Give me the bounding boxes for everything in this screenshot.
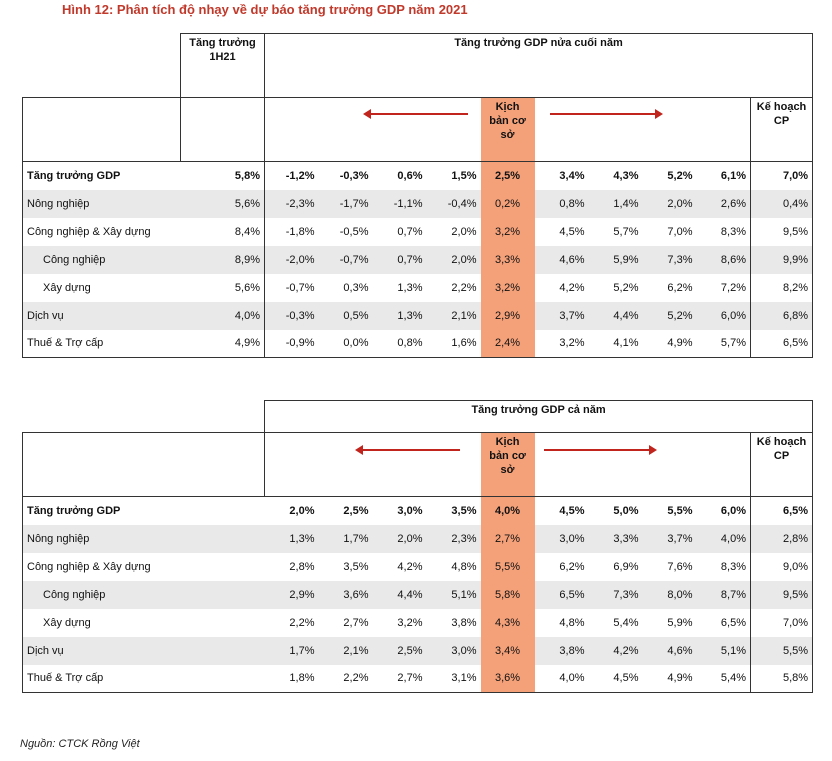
table-cell: 4,5% [535, 497, 589, 525]
arrow-right-icon-2 [544, 449, 650, 451]
table-cell: 8,9% [181, 246, 265, 274]
table-row [23, 246, 813, 274]
table-cell: 0,3% [343, 281, 369, 294]
table-cell: -0,3% [265, 302, 319, 330]
row-label: Nông nghiệp [23, 525, 265, 553]
table-cell: 5,7% [697, 330, 751, 358]
table-row [23, 330, 813, 358]
table-cell: 5,1% [427, 581, 481, 609]
table-cell: 1,6% [427, 330, 481, 358]
row-label: Xây dựng [23, 609, 265, 637]
table-row [23, 274, 813, 302]
table-cell: 5,6% [181, 274, 265, 302]
header-base-scenario: Kịch bản cơ sở [481, 98, 535, 162]
table-cell: 9,9% [751, 246, 813, 274]
table-cell: 6,9% [613, 560, 639, 573]
table-cell: 0,8% [373, 330, 427, 358]
table-cell: 4,3% [481, 609, 535, 637]
table-cell: 8,7% [697, 581, 751, 609]
table-cell: 2,8% [751, 525, 813, 553]
table-cell: 3,7% [535, 302, 589, 330]
table-cell: 3,4% [535, 162, 589, 190]
table-row [23, 525, 813, 553]
arrow-left-icon-2 [362, 449, 460, 451]
table-cell: 4,4% [373, 581, 427, 609]
header-1h21: Tăng trưởng 1H21 [181, 34, 265, 98]
table-cell: 5,2% [643, 162, 697, 190]
table-cell: 1,3% [265, 525, 319, 553]
row-label: Dịch vụ [23, 637, 265, 665]
table-cell: 2,2% [451, 281, 477, 294]
table-cell: 8,2% [751, 274, 813, 302]
table-half-year-sensitivity [22, 33, 813, 358]
row-label: Xây dựng [23, 274, 181, 302]
row-label: Tăng trưởng GDP [23, 497, 265, 525]
table-cell: 3,4% [481, 637, 535, 665]
table-cell: 6,2% [559, 560, 585, 573]
arrow-right-icon [550, 113, 656, 115]
table-cell: -1,2% [265, 162, 319, 190]
table-cell: 3,8% [535, 637, 589, 665]
table-cell: 5,7% [613, 225, 639, 238]
table-cell: 3,2% [397, 616, 423, 629]
header-base-scenario-2: Kịch bản cơ sở [481, 433, 535, 497]
table-cell: 4,6% [643, 637, 697, 665]
table-cell: 0,4% [751, 190, 813, 218]
table-cell: 7,6% [667, 560, 693, 573]
table-cell: 2,0% [427, 246, 481, 274]
row-label: Nông nghiệp [23, 190, 181, 218]
table-cell: 7,2% [697, 274, 751, 302]
table-cell: -0,9% [265, 330, 319, 358]
table-cell: 2,0% [643, 190, 697, 218]
table-cell: 5,9% [667, 616, 693, 629]
table-cell: 4,0% [697, 525, 751, 553]
row-label: Công nghiệp [23, 246, 181, 274]
table-cell: 9,0% [751, 553, 813, 581]
table-cell: 2,7% [373, 665, 427, 693]
table-cell: 5,2% [643, 302, 697, 330]
table-cell: 5,0% [589, 497, 643, 525]
table-cell: 4,0% [535, 665, 589, 693]
table-cell: 2,4% [481, 330, 535, 358]
table-cell: 1,3% [397, 281, 423, 294]
table-cell: 5,5% [481, 553, 535, 581]
table-cell: -1,1% [373, 190, 427, 218]
source-note: Nguồn: CTCK Rồng Việt [20, 738, 140, 750]
table-cell: -2,0% [265, 246, 319, 274]
table-cell: 5,5% [751, 637, 813, 665]
table-cell: 4,8% [451, 560, 477, 573]
table-cell: 3,3% [481, 246, 535, 274]
table-row [23, 302, 813, 330]
table-cell: 4,0% [181, 302, 265, 330]
table-cell: 3,0% [535, 525, 589, 553]
table-cell: 0,5% [319, 302, 373, 330]
table-cell: -0,3% [319, 162, 373, 190]
table-cell: 6,1% [697, 162, 751, 190]
table-cell: -0,4% [427, 190, 481, 218]
header-full-year-growth: Tăng trưởng GDP cả năm [265, 401, 813, 433]
table-cell: 5,5% [643, 497, 697, 525]
header-government-plan: Kế hoạch CP [751, 98, 813, 162]
table-full-year-sensitivity [22, 400, 813, 693]
table-cell: 4,0% [481, 497, 535, 525]
table-cell: 5,2% [613, 281, 639, 294]
table-cell: 5,9% [589, 246, 643, 274]
table-cell: 6,5% [697, 609, 751, 637]
table-cell: 2,5% [481, 162, 535, 190]
table-cell: 4,1% [589, 330, 643, 358]
arrow-left-icon [370, 113, 468, 115]
table-cell: 9,5% [751, 218, 813, 246]
table-row [23, 665, 813, 693]
table-cell: 3,2% [481, 274, 535, 302]
table-cell: 4,2% [397, 560, 423, 573]
table-cell: -0,7% [319, 246, 373, 274]
table-cell: 5,6% [181, 190, 265, 218]
table-cell: 1,5% [427, 162, 481, 190]
row-label: Thuế & Trợ cấp [23, 665, 265, 693]
table-cell: 6,0% [697, 497, 751, 525]
table-cell: 4,3% [589, 162, 643, 190]
table-cell: 2,9% [481, 302, 535, 330]
table-cell: 2,8% [289, 560, 315, 573]
table-cell: 8,3% [697, 218, 751, 246]
table-cell: 1,7% [265, 637, 319, 665]
table-cell: 3,2% [481, 218, 535, 246]
table-cell: -0,5% [339, 225, 369, 238]
table-cell: 6,8% [751, 302, 813, 330]
table-cell: 4,5% [559, 225, 585, 238]
table-cell: 3,0% [427, 637, 481, 665]
table-cell: 3,6% [319, 581, 373, 609]
table-cell: 0,7% [397, 225, 423, 238]
table-cell: 6,2% [667, 281, 693, 294]
table-cell: -1,8% [285, 225, 315, 238]
table-cell: 1,3% [373, 302, 427, 330]
table-cell: 2,0% [265, 497, 319, 525]
table-cell: 7,0% [751, 162, 813, 190]
table-cell: 2,6% [697, 190, 751, 218]
table-cell: 3,1% [427, 665, 481, 693]
table-cell: 2,7% [481, 525, 535, 553]
row-label: Công nghiệp & Xây dựng [23, 218, 181, 246]
figure-title: Hình 12: Phân tích độ nhạy về dự báo tăng trưởng GDP năm 2021 [62, 2, 468, 17]
table-row [23, 609, 813, 637]
table-cell: 4,6% [535, 246, 589, 274]
table-cell: 5,8% [751, 665, 813, 693]
table-cell: 0,6% [373, 162, 427, 190]
table-row [23, 553, 813, 581]
row-label: Tăng trưởng GDP [23, 162, 181, 190]
table-cell: 4,2% [589, 637, 643, 665]
table-cell: 0,2% [481, 190, 535, 218]
table-cell: 3,0% [373, 497, 427, 525]
table-cell: 7,0% [751, 609, 813, 637]
table-cell: 4,9% [643, 330, 697, 358]
table-cell: 8,0% [643, 581, 697, 609]
table-cell: 3,3% [589, 525, 643, 553]
table-cell: -2,3% [265, 190, 319, 218]
table-row [23, 218, 813, 246]
table-cell: 2,2% [289, 616, 315, 629]
table-cell: 2,7% [343, 616, 369, 629]
table-cell: 8,4% [181, 218, 265, 246]
table-row [23, 190, 813, 218]
table-cell: 3,5% [343, 560, 369, 573]
table-row [23, 637, 813, 665]
table-cell: 7,3% [643, 246, 697, 274]
table-cell: -0,7% [285, 281, 315, 294]
table-cell: 2,1% [427, 302, 481, 330]
table-cell: 5,4% [697, 665, 751, 693]
table-cell: 6,5% [751, 497, 813, 525]
table-cell: 7,0% [667, 225, 693, 238]
table-cell: 8,6% [697, 246, 751, 274]
table-cell: 2,5% [373, 637, 427, 665]
table-cell: 5,4% [613, 616, 639, 629]
table-row [23, 162, 813, 190]
row-label: Công nghiệp [23, 581, 265, 609]
table-cell: 4,5% [589, 665, 643, 693]
row-label: Thuế & Trợ cấp [23, 330, 181, 358]
table-cell: 5,8% [481, 581, 535, 609]
table-cell: 1,7% [319, 525, 373, 553]
table-row [23, 497, 813, 525]
table-cell: 2,0% [451, 225, 477, 238]
table-cell: 4,4% [589, 302, 643, 330]
table-cell: 4,9% [181, 330, 265, 358]
table-cell: 0,0% [319, 330, 373, 358]
table-cell: 4,2% [559, 281, 585, 294]
table-cell: 3,8% [451, 616, 477, 629]
table-cell: -1,7% [319, 190, 373, 218]
table-cell: 6,5% [535, 581, 589, 609]
table-cell: 8,3% [697, 553, 751, 581]
table-cell: 2,0% [373, 525, 427, 553]
table-cell: 6,0% [697, 302, 751, 330]
table-cell: 6,5% [751, 330, 813, 358]
table-cell: 3,6% [481, 665, 535, 693]
row-label: Công nghiệp & Xây dựng [23, 553, 265, 581]
table-cell: 9,5% [751, 581, 813, 609]
table-cell: 7,3% [589, 581, 643, 609]
table-cell: 2,5% [319, 497, 373, 525]
row-label: Dịch vụ [23, 302, 181, 330]
table-cell: 2,3% [427, 525, 481, 553]
table-cell: 3,7% [643, 525, 697, 553]
table-cell: 3,5% [427, 497, 481, 525]
table-cell: 2,1% [319, 637, 373, 665]
table-cell: 0,7% [373, 246, 427, 274]
table-cell: 0,8% [535, 190, 589, 218]
table-cell: 4,8% [559, 616, 585, 629]
table-cell: 2,9% [265, 581, 319, 609]
table-cell: 4,9% [643, 665, 697, 693]
table-cell: 2,2% [319, 665, 373, 693]
header-government-plan-2: Kế hoạch CP [751, 433, 813, 497]
table-cell: 1,4% [589, 190, 643, 218]
table-cell: 1,8% [265, 665, 319, 693]
table-cell: 5,1% [697, 637, 751, 665]
table-row [23, 581, 813, 609]
header-half-year-growth: Tăng trưởng GDP nửa cuối năm [265, 34, 813, 98]
table-cell: 3,2% [535, 330, 589, 358]
table-cell: 5,8% [181, 162, 265, 190]
